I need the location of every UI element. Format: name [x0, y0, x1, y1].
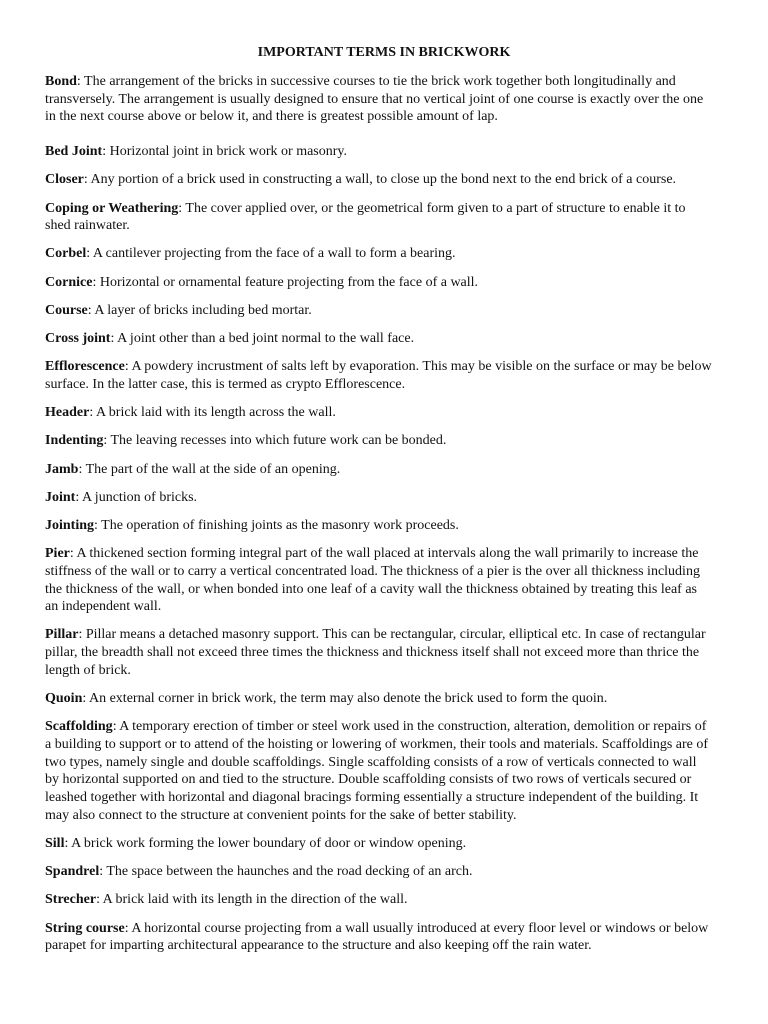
entry-term: Quoin — [45, 691, 83, 707]
entry-cross-joint — [45, 330, 713, 348]
entry-term: Bond — [45, 74, 77, 89]
entry-term: Header — [45, 405, 90, 421]
entry-spandrel — [45, 863, 713, 881]
entry-definition: : A joint other than a bed joint normal to the wall face. — [110, 331, 415, 347]
entry-definition: : A brick laid with its length in the direction of the wall. — [96, 892, 408, 908]
entry-header — [45, 404, 713, 422]
entry-term: Pier — [45, 546, 70, 562]
entry-term: Joint — [45, 489, 76, 505]
entry-term: Course — [45, 302, 88, 318]
entry-term: Efflorescence — [45, 359, 125, 375]
entry-term: Scaffolding — [45, 719, 113, 735]
entry-definition: : The operation of finishing joints as the masonry work proceeds. — [94, 517, 459, 533]
entry-indenting — [45, 432, 713, 450]
entry-jointing — [45, 517, 713, 535]
entry-term: Closer — [45, 172, 84, 188]
entry-corbel — [45, 245, 713, 263]
entry-definition: : A cantilever projecting from the face of a wall to form a bearing. — [86, 246, 456, 262]
entry-definition: : Pillar means a detached masonry support. This can be rectangular, circular, elliptical etc. In case of rectangular pillar, the breadth shall not exceed three times the thickness and thickness itself shall not exceed more than thrice the length of brick. — [45, 627, 706, 678]
entry-term: Jamb — [45, 461, 79, 477]
entry-definition: : Any portion of a brick used in constructing a wall, to close up the bond next to the end brick of a course. — [83, 172, 677, 188]
entry-term: Spandrel — [45, 864, 100, 880]
entry-cornice — [45, 274, 713, 292]
entry-term: Sill — [45, 836, 65, 851]
entry-term: Strecher — [45, 892, 97, 908]
entry-term: Pillar — [45, 627, 79, 643]
entry-definition: : The cover applied over, or the geometrical form given to a part of structure to enable it to shed rainwater. — [45, 200, 686, 234]
entry-pillar — [45, 626, 713, 679]
entry-definition: : A junction of bricks. — [75, 489, 198, 505]
entry-definition: : A temporary erection of timber or steel work used in the construction, alteration, demolition or repairs of a building to support or to attend of the hoisting or lowering of workmen, their tools and materials. Scaffoldings are of two types, namely single and double scaffoldings. Single scaffolding consists of a row of verticals connected to wall by horizontal supported on and tied to the structure. Double scaffolding consists of two rows of verticals secured or leashed together with horizontal and diagonal bracings forming essentially a structure independent of the building. It may also connect to the structure at convenient points for the sake of better stability. — [45, 719, 709, 823]
entry-definition: : A brick work forming the lower boundary of door or window opening. — [64, 836, 467, 851]
entry-definition: : The part of the wall at the side of an opening. — [78, 461, 341, 477]
entry-term: Bed Joint — [45, 144, 103, 160]
entry-definition: : Horizontal joint in brick work or masonry. — [102, 144, 348, 160]
entry-definition: : A horizontal course projecting from a wall usually introduced at every floor level or windows or below parapet for imparting architectural appearance to the structure and also keeping off the rain water. — [45, 920, 709, 954]
entry-sill — [45, 835, 713, 853]
entry-term: Cornice — [45, 274, 93, 290]
entry-scaffolding — [45, 718, 713, 824]
entry-term: String course — [45, 920, 125, 936]
entry-term: Coping or Weathering — [45, 200, 179, 216]
entry-definition: : The leaving recesses into which future work can be bonded. — [103, 433, 447, 449]
entry-course — [45, 302, 713, 320]
entry-closer — [45, 171, 713, 189]
entry-joint — [45, 489, 713, 507]
entry-pier — [45, 545, 713, 616]
entry-string-course — [45, 920, 713, 955]
entry-definition: : The arrangement of the bricks in successive courses to tie the brick work together both longitudinally and transversely. The arrangement is usually designed to ensure that no vertical joint of one course is exactly over the one in the next course above or below it, and there is greatest possible amount of lap. — [45, 74, 704, 125]
entry-term: Corbel — [45, 246, 87, 262]
entry-definition: : Horizontal or ornamental feature projecting from the face of a wall. — [92, 274, 479, 290]
entry-quoin — [45, 690, 713, 708]
entry-term: Jointing — [45, 517, 95, 533]
entry-definition: : A layer of bricks including bed mortar. — [87, 302, 312, 318]
entry-definition: : An external corner in brick work, the term may also denote the brick used to form the quoin. — [82, 691, 608, 707]
entry-coping-or-weathering — [45, 200, 713, 235]
entry-efflorescence — [45, 358, 713, 393]
page-title: IMPORTANT TERMS IN BRICKWORK — [257, 45, 511, 60]
entry-bed-joint — [45, 143, 713, 161]
entry-jamb — [45, 461, 713, 479]
entry-strecher — [45, 891, 713, 909]
entry-definition: : A thickened section forming integral part of the wall placed at intervals along the wall primarily to increase the stiffness of the wall or to carry a vertical concentrated load. The thickness of a pier is the over all thickness including the thickness of the wall, or when bonded into one leaf of a cavity wall the thickness obtained by treating this leaf as an independent wall. — [45, 546, 700, 615]
entry-definition: : The space between the haunches and the road decking of an arch. — [99, 864, 473, 880]
entry-definition: : A powdery incrustment of salts left by evaporation. This may be visible on the surface or may be below surface. In the latter case, this is termed as crypto Efflorescence. — [45, 359, 712, 392]
entry-bond — [45, 73, 713, 126]
entry-term: Indenting — [45, 433, 104, 449]
entry-definition: : A brick laid with its length across the wall. — [89, 405, 336, 421]
entry-term: Cross joint — [45, 331, 111, 347]
